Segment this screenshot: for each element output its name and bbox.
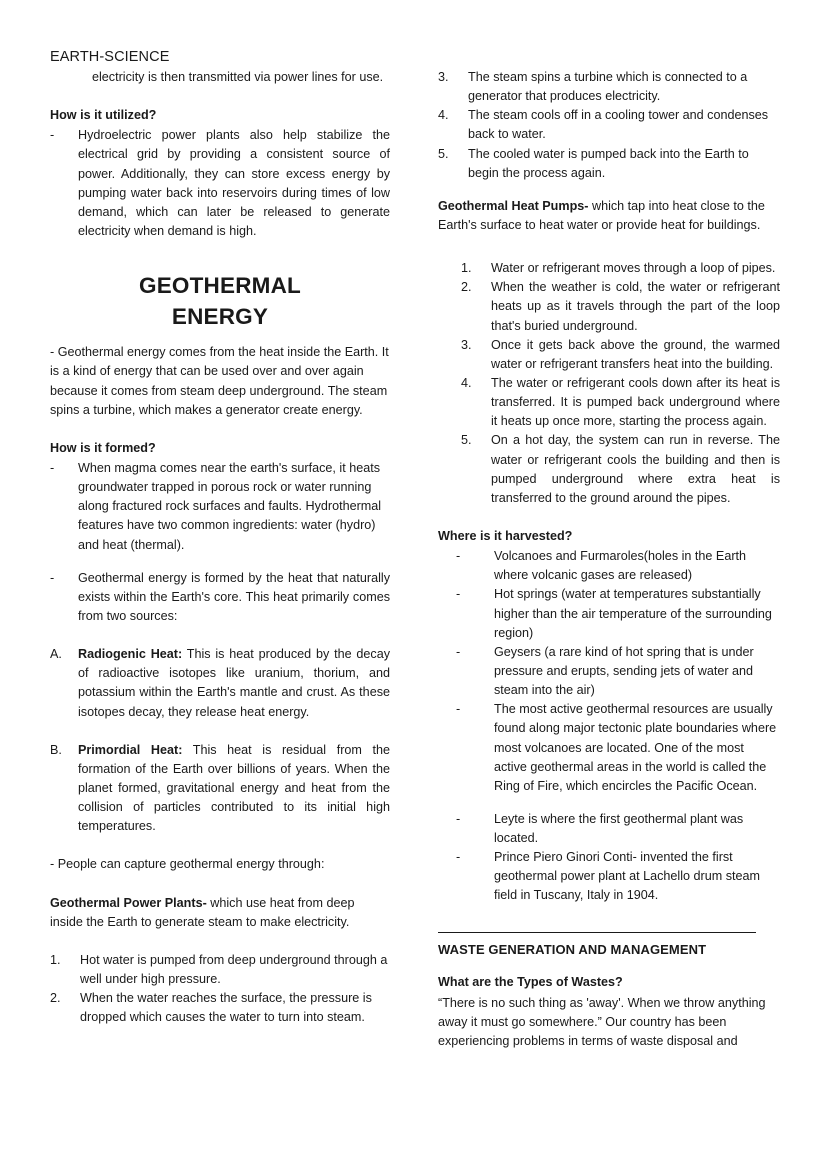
list-marker: B. xyxy=(50,742,62,757)
section-divider xyxy=(438,932,756,933)
heading-how-is-it-formed: How is it formed? xyxy=(50,440,156,455)
list-item-body: This is heat produced by the decay of radioactive isotopes like uranium, thorium, and potassium within the Earth's mantle and crust. As these isotopes decay, they release heat energy. xyxy=(78,647,390,719)
list-item xyxy=(461,374,780,431)
spacer xyxy=(50,722,390,741)
bullet-marker: - xyxy=(50,128,55,143)
spacer xyxy=(456,796,780,810)
list-item xyxy=(456,547,780,585)
list-item xyxy=(50,459,390,555)
list-marker: 1. xyxy=(50,952,61,967)
power-plants-label: Geothermal Power Plants- xyxy=(50,895,207,910)
page-title-line2: ENERGY xyxy=(171,303,269,329)
list-item-text: The most active geothermal resources are usually found along major tectonic plate boundaries where most volcanoes are located. One of the most active geothermal areas in the world is called the Ring of Fire, which encircles the Pacific Ocean. xyxy=(494,702,777,793)
heading-where-is-it-harvested: Where is it harvested? xyxy=(438,528,573,543)
list-item xyxy=(456,700,780,796)
list-item xyxy=(50,989,390,1027)
list-marker: 3. xyxy=(461,337,472,352)
list-item-text: Volcanoes and Furmaroles(holes in the Earth where volcanic gases are released) xyxy=(494,549,747,583)
bullet-marker: - xyxy=(456,850,461,865)
list-item-text: Water or refrigerant moves through a loop of pipes. xyxy=(491,261,776,276)
bullet-marker: - xyxy=(456,587,461,602)
list-item-text: When the water reaches the surface, the pressure is dropped which causes the water to turn into steam. xyxy=(80,991,372,1025)
capture-line: - People can capture geothermal energy through: xyxy=(50,857,325,872)
list-item-text: Geothermal energy is formed by the heat that naturally exists within the Earth's core. This heat primarily comes from two sources: xyxy=(78,570,390,623)
list-item-text: On a hot day, the system can run in reverse. The water or refrigerant cools the building and then is pumped underground where extra heat is transferred to the ground around the pipes. xyxy=(491,433,780,505)
list-item-text: The cooled water is pumped back into the Earth to begin the process again. xyxy=(468,146,749,180)
heading-how-is-it-utilized: How is it utilized? xyxy=(50,108,157,123)
list-item-text: The steam cools off in a cooling tower and condenses back to water. xyxy=(468,108,769,142)
spacer xyxy=(50,836,390,855)
list-item xyxy=(438,68,780,106)
heat-pumps-definition xyxy=(438,197,780,235)
list-item-text xyxy=(78,741,390,837)
bullet-marker: - xyxy=(456,644,461,659)
continuation-paragraph: electricity is then transmitted via power lines for use. xyxy=(92,70,384,84)
list-item xyxy=(461,278,780,335)
list-marker: 1. xyxy=(461,261,472,276)
list-item xyxy=(438,106,780,144)
list-item xyxy=(461,259,780,278)
spacer xyxy=(50,97,390,106)
bullet-marker: - xyxy=(50,570,55,585)
list-item-text xyxy=(78,645,390,722)
bullet-marker: - xyxy=(456,811,461,826)
list-item-text: Prince Piero Ginori Conti- invented the first geothermal power plant at Lachello drum steam field in Tuscany, Italy in 1904. xyxy=(494,850,761,903)
power-plants-definition xyxy=(50,894,390,932)
spacer xyxy=(50,555,390,569)
list-item-label: Primordial Heat: xyxy=(78,742,183,757)
spacer xyxy=(50,430,390,439)
list-item-label: Radiogenic Heat: xyxy=(78,647,183,662)
running-head: EARTH-SCIENCE xyxy=(50,49,170,65)
list-marker: 4. xyxy=(438,108,449,123)
list-marker: 2. xyxy=(461,280,472,295)
list-item xyxy=(456,643,780,700)
list-item-text: Hot springs (water at temperatures substantially higher than the air temperature of the surrounding region) xyxy=(494,587,772,640)
right-column xyxy=(438,68,780,1061)
list-item-text: Geysers (a rare kind of hot spring that is under pressure and erupts, sending jets of water and steam into the air) xyxy=(494,644,754,698)
list-item-text: Once it gets back above the ground, the warmed water or refrigerant transfers heat into the building. xyxy=(491,337,780,371)
list-marker: 5. xyxy=(438,146,449,161)
list-marker: 5. xyxy=(461,433,472,448)
bullet-marker: - xyxy=(456,549,461,564)
list-item xyxy=(461,336,780,374)
page-title xyxy=(50,271,390,332)
list-marker: A. xyxy=(50,647,62,662)
heading-types-of-wastes: What are the Types of Wastes? xyxy=(438,975,623,990)
list-item xyxy=(456,810,780,848)
spacer xyxy=(50,626,390,645)
geothermal-intro-paragraph: - Geothermal energy comes from the heat inside the Earth. It is a kind of energy that can be used over and over again because it comes from steam deep underground. The steam spins a turbine, which makes a generator create energy. xyxy=(50,345,389,417)
list-item-text: Hot water is pumped from deep underground through a well under high pressure. xyxy=(80,952,388,986)
page-title-line1: GEOTHERMAL xyxy=(139,273,301,299)
harvested-bullets-list xyxy=(456,547,780,906)
list-item xyxy=(456,848,780,905)
list-item xyxy=(438,145,780,183)
bullet-marker: - xyxy=(50,461,55,476)
spacer xyxy=(50,942,390,951)
heat-pumps-label: Geothermal Heat Pumps- xyxy=(438,198,589,213)
list-item xyxy=(50,126,390,241)
heat-pump-steps-list xyxy=(461,259,780,508)
list-item-text: The water or refrigerant cools down after its heat is transferred. It is pumped back underground where it heats up once more, starting the process again. xyxy=(491,375,780,429)
spacer xyxy=(438,959,780,973)
waste-body-paragraph: “There is no such thing as 'away'. When we throw anything away it must go somewhere.” Our country has been experiencing problems in terms of waste disposal and xyxy=(438,995,766,1048)
power-plants-text: which use heat from deep inside the Earth to generate steam to make electricity. xyxy=(50,895,355,929)
list-item-text: Leyte is where the first geothermal plant was located. xyxy=(494,811,744,846)
spacer xyxy=(438,508,780,527)
list-item xyxy=(456,585,780,642)
spacer xyxy=(438,183,780,197)
spacer xyxy=(50,885,390,894)
list-item-text: When magma comes near the earth's surface, it heats groundwater trapped in porous rock or water running along fractured rock surfaces and faults. Hydrothermal features have two common ingredients: water (hydro) and heat (thermal). xyxy=(78,461,382,552)
list-item-text: Hydroelectric power plants also help stabilize the electrical grid by providing a consistent source of power. Additionally, they can store excess energy by pumping water back into reservoirs during times of low demand, which can later be released to generate electricity when demand is high. xyxy=(78,128,390,238)
list-item xyxy=(50,951,390,989)
list-item xyxy=(50,645,390,722)
list-item xyxy=(50,569,390,626)
spacer xyxy=(438,906,780,932)
list-item xyxy=(461,431,780,508)
list-item-text: The steam spins a turbine which is connected to a generator that produces electricity. xyxy=(468,70,748,104)
list-marker: 2. xyxy=(50,991,61,1006)
list-item-text: When the weather is cold, the water or refrigerant heats up as it travels through the part of the loop that's buried underground. xyxy=(491,280,780,333)
list-item-body: This heat is residual from the formation of the Earth over billions of years. When the planet formed, gravitational energy and heat from the collision of particles contributed to its initial high temperatures. xyxy=(78,742,390,834)
bullet-marker: - xyxy=(456,702,461,717)
list-item xyxy=(50,741,390,837)
list-marker: 3. xyxy=(438,70,449,84)
spacer xyxy=(438,245,780,259)
heat-pumps-text: which tap into heat close to the Earth's surface to heat water or provide heat for buildings. xyxy=(438,198,765,232)
waste-section-title: WASTE GENERATION AND MANAGEMENT xyxy=(438,941,707,957)
left-column xyxy=(50,68,390,1027)
list-marker: 4. xyxy=(461,375,472,390)
